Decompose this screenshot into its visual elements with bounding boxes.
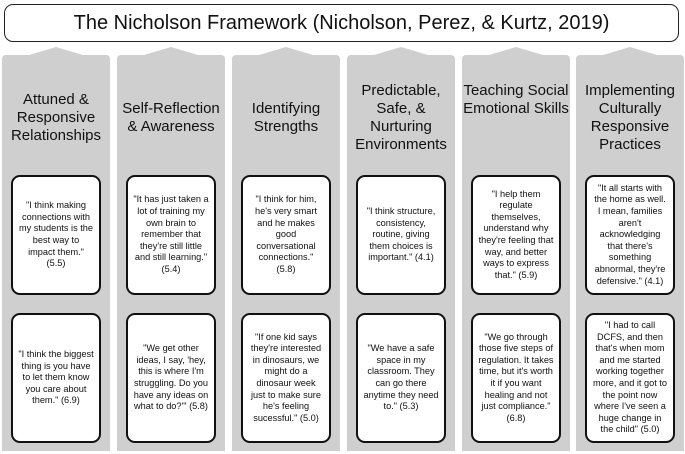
quote-card: "It all starts with the home as well. I mean, families aren't acknowledging that there's something abnormal, they're defensive." (4.1)	[585, 175, 675, 295]
quote-card: "We have a safe space in my classroom. They can go there anytime they need to." (5.3)	[356, 313, 446, 443]
column-title: Implementing Culturally Responsive Practices	[584, 82, 676, 153]
column-attuned-relationships	[2, 55, 110, 451]
quote-card: "I think for him, he's very smart and he makes good conversational connections." (5.8)	[241, 175, 331, 295]
quote-card: "We get other ideas, I say, 'hey, this is where I'm struggling. Do you have any ideas on what to do?'" (5.8)	[126, 313, 216, 443]
column-identifying-strengths	[232, 55, 340, 451]
quote-card: "I think the biggest thing is you have to let them know you care about them." (6.9)	[11, 313, 101, 443]
quote-card: "I think structure, consistency, routine, giving them choices is important." (4.1)	[356, 175, 446, 295]
quote-card: "I had to call DCFS, and then that's when mom and me started working together more, and it got to the point now where I've seen a huge change in the child" (5.0)	[585, 313, 675, 443]
column-self-reflection	[117, 55, 225, 451]
column-predictable-environments	[347, 55, 455, 451]
column-social-emotional-skills	[462, 55, 570, 451]
quote-card: "I think making connections with my students is the best way to impact them." (5.5)	[11, 175, 101, 295]
column-title: Identifying Strengths	[251, 100, 321, 135]
column-culturally-responsive	[576, 55, 684, 451]
column-title: Attuned & Responsive Relationships	[10, 91, 102, 144]
quote-card: "We go through those five steps of regulation. It takes time, but it's worth it if you want healing and not just compliance." (6.8)	[471, 313, 561, 443]
quote-card: "If one kid says they're interested in dinosaurs, we might do a dinosaur week just to make sure he's feeling sucessful." (5.0)	[241, 313, 331, 443]
column-title: Predictable, Safe, & Nurturing Environments	[355, 82, 447, 153]
column-title: Self-Reflection & Awareness	[122, 100, 220, 135]
column-title: Teaching Social Emotional Skills	[463, 82, 569, 117]
quote-card: "I help them regulate themselves, understand why they're feeling that way, and better ways to express that." (5.9)	[471, 175, 561, 295]
quote-card: "It has just taken a lot of training my own brain to remember that they're still little and still learning." (5.4)	[126, 175, 216, 295]
framework-title: The Nicholson Framework (Nicholson, Perez, & Kurtz, 2019)	[4, 4, 679, 42]
